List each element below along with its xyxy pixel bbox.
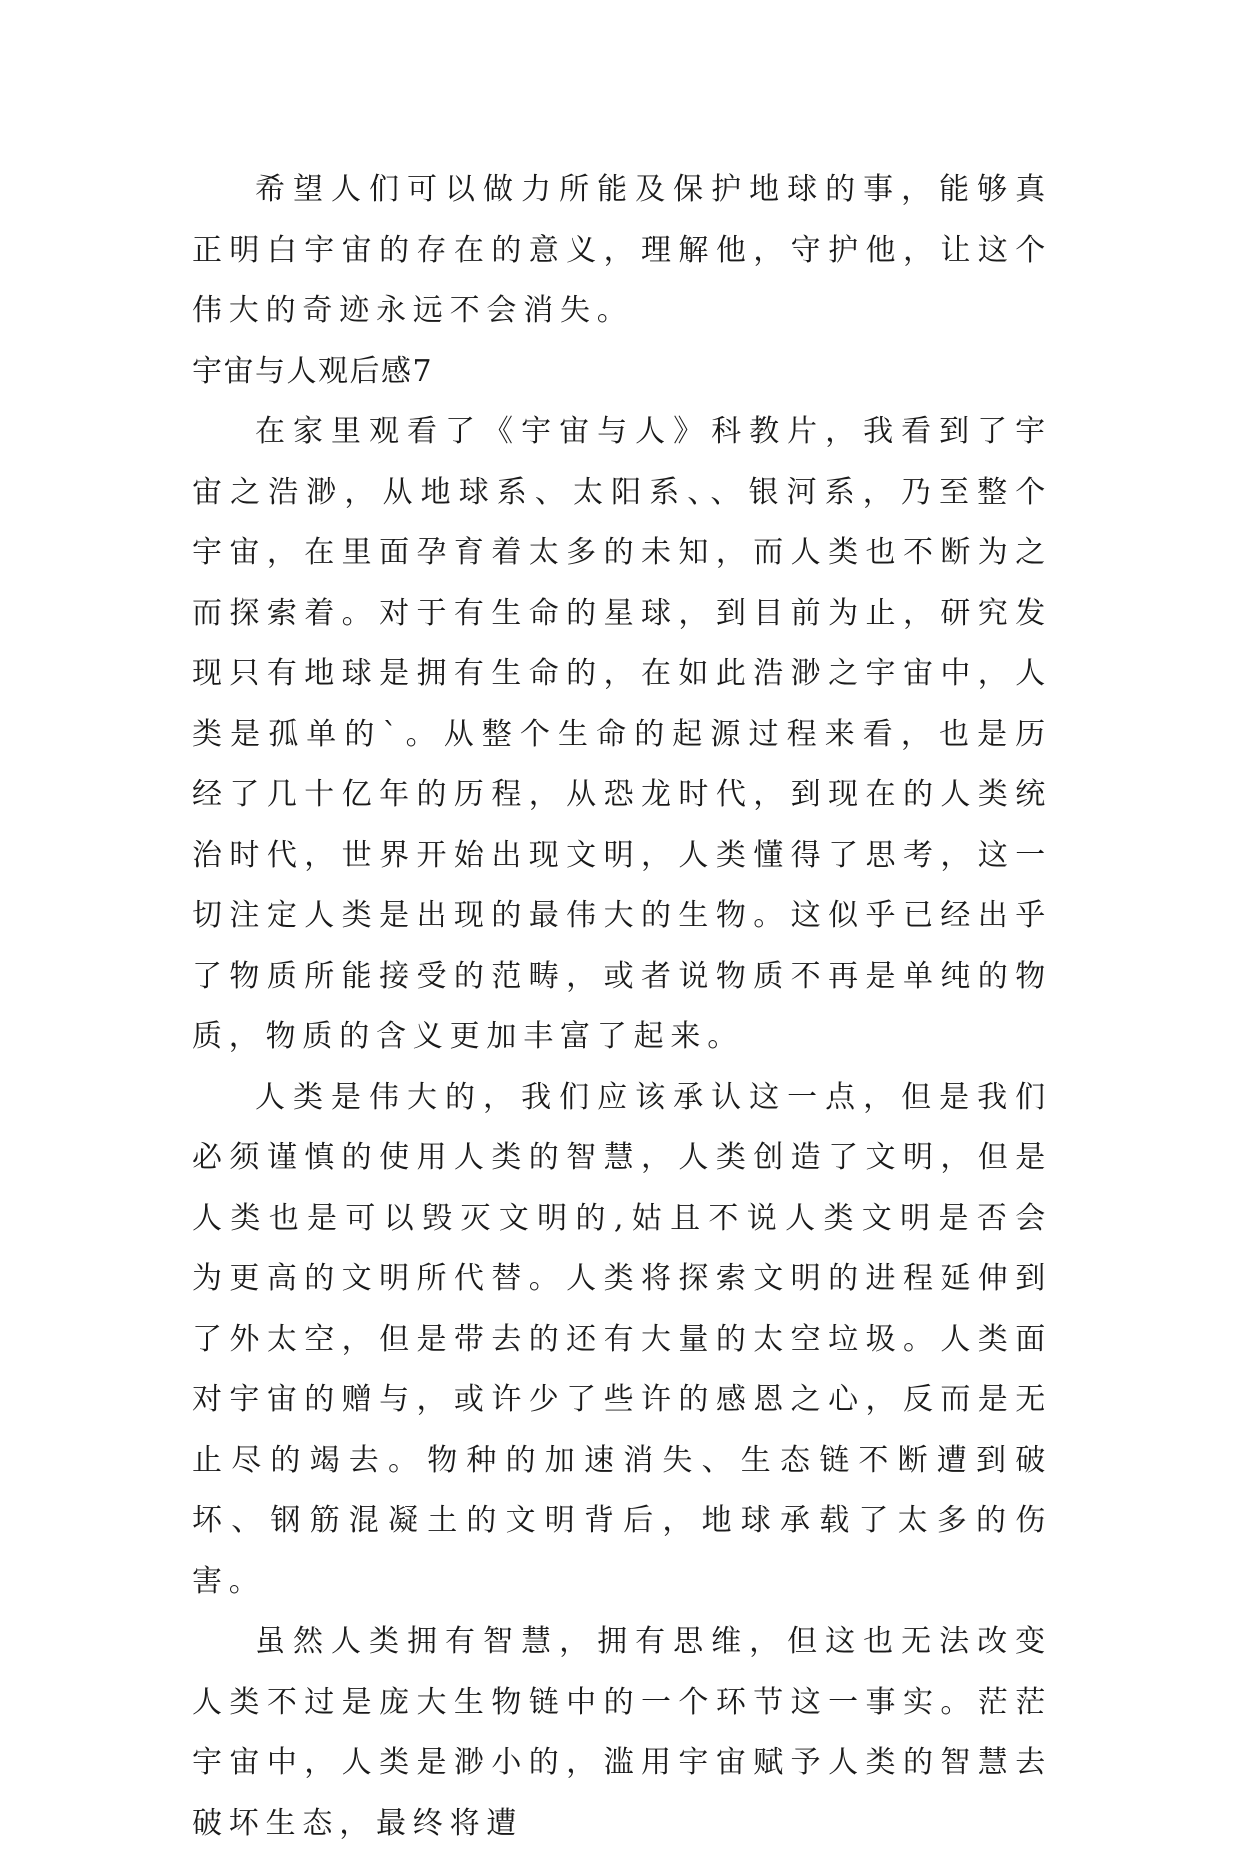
paragraph-2: 人类是伟大的，我们应该承认这一点，但是我们必须谨慎的使用人类的智慧，人类创造了文明，但是人类也是可以毁灭文明的,姑且不说人类文明是否会为更高的文明所代替。人类将探索文明的进程延伸到了外太空，但是带去的还有大量的太空垃圾。人类面对宇宙的赠与，或许少了些许的感恩之心，反而是无止尽的竭去。物种的加速消失、生态链不断遭到破坏、钢筋混凝土的文明背后，地球承载了太多的伤害。 xyxy=(192,1079,1052,1599)
document-body xyxy=(192,160,1052,1854)
paragraph-closing: 希望人们可以做力所能及保护地球的事，能够真正明白宇宙的存在的意义，理解他，守护他，让这个伟大的奇迹永远不会消失。 xyxy=(192,172,1052,328)
paragraph-1: 在家里观看了《宇宙与人》科教片，我看到了宇宙之浩渺，从地球系、太阳系、、银河系，乃至整个宇宙，在里面孕育着太多的未知，而人类也不断为之而探索着。对于有生命的星球，到目前为止，研究发现只有地球是拥有生命的，在如此浩渺之宇宙中，人类是孤单的`。从整个生命的起源过程来看，也是历经了几十亿年的历程，从恐龙时代，到现在的人类统治时代，世界开始出现文明，人类懂得了思考，这一切注定人类是出现的最伟大的生物。这似乎已经出乎了物质所能接受的范畴，或者说物质不再是单纯的物质，物质的含义更加丰富了起来。 xyxy=(192,414,1052,1054)
paragraph-3: 虽然人类拥有智慧，拥有思维，但这也无法改变人类不过是庞大生物链中的一个环节这一事实。茫茫宇宙中，人类是渺小的，滥用宇宙赋予人类的智慧去破坏生态，最终将遭 xyxy=(192,1624,1052,1841)
section-heading: 宇宙与人观后感7 xyxy=(192,353,434,389)
